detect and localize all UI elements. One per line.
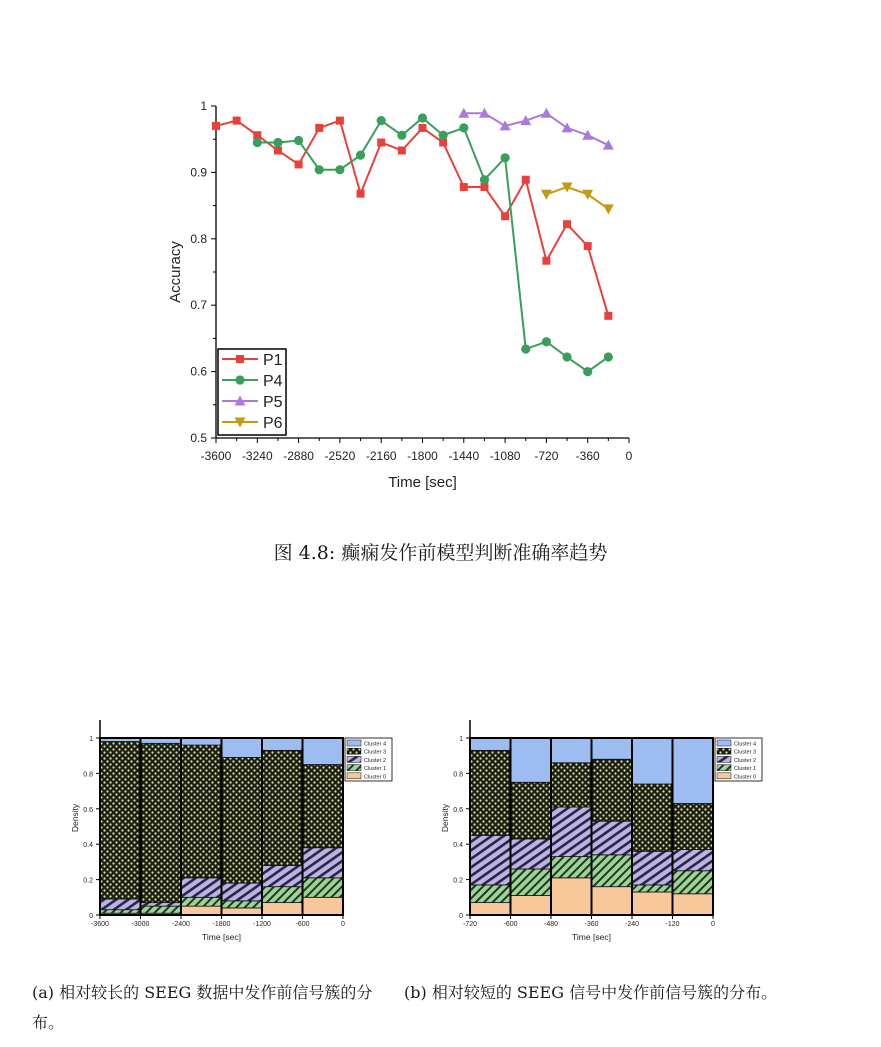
y-tick-label: 0.8 (190, 231, 207, 246)
y-tick-label: 0.5 (190, 431, 207, 445)
bar-segment-cluster-4 (222, 738, 263, 757)
data-point-p4 (521, 344, 530, 353)
legend-swatch (717, 748, 731, 754)
legend-marker-p1 (236, 355, 244, 363)
data-point-p5 (562, 122, 573, 132)
bar-segment-cluster-0 (551, 878, 592, 915)
y-axis-label: Density (440, 803, 450, 833)
bar-segment-cluster-4 (470, 738, 511, 750)
legend-marker-p4 (235, 375, 244, 384)
legend-swatch (347, 748, 361, 754)
series-line-p6 (546, 187, 608, 209)
data-point-p1 (522, 176, 530, 184)
legend-label-p1: P1 (263, 352, 283, 369)
x-tick-label: -720 (462, 921, 478, 928)
data-point-p1 (604, 312, 612, 320)
bar-stack (673, 738, 714, 915)
bar-segment-cluster-1 (303, 878, 344, 897)
x-tick-label: -2400 (172, 921, 190, 928)
subcaption-b: (b) 相对较短的 SEEG 信号中发作前信号簇的分布。 (404, 983, 778, 1002)
x-tick-label: -120 (665, 921, 680, 928)
bar-stack (303, 738, 344, 915)
data-point-p5 (603, 140, 614, 150)
data-point-p4 (377, 116, 386, 125)
x-tick-label: -3240 (241, 449, 273, 463)
series-line-p5 (464, 113, 609, 145)
y-tick-label: 0.2 (453, 877, 463, 885)
bar-segment-cluster-2 (551, 807, 592, 857)
data-point-p4 (335, 165, 344, 174)
y-tick-label: 1 (200, 99, 207, 113)
series-p5 (458, 108, 614, 150)
bar-segment-cluster-4 (551, 738, 592, 763)
y-tick-label: 0.6 (453, 806, 463, 814)
x-tick-label: -3000 (131, 921, 150, 928)
y-tick-label: 0.8 (83, 771, 93, 779)
x-tick-label: -3600 (200, 449, 232, 463)
x-tick-label: 0 (341, 921, 345, 928)
bar-segment-cluster-3 (511, 782, 552, 839)
bar-segment-cluster-2 (592, 821, 633, 855)
bar-stack (262, 738, 303, 915)
bar-segment-cluster-3 (222, 757, 263, 883)
data-point-p4 (583, 367, 592, 376)
bar-segment-cluster-0 (511, 896, 552, 915)
x-axis-label: Time [sec] (388, 474, 457, 491)
x-tick-label: -1800 (212, 921, 231, 928)
legend-label-p4: P4 (263, 373, 283, 390)
bar-segment-cluster-1 (592, 855, 633, 887)
data-point-p4 (418, 113, 427, 122)
legend-label: Cluster 4 (364, 741, 387, 748)
data-point-p1 (377, 139, 385, 147)
x-tick-label: -2880 (283, 449, 314, 463)
x-tick-label: -720 (534, 449, 559, 463)
legend-swatch (347, 740, 361, 746)
data-point-p4 (604, 352, 613, 361)
bar-segment-cluster-2 (511, 839, 552, 869)
data-point-p4 (542, 337, 551, 346)
x-tick-label: -2160 (365, 449, 397, 463)
figure-caption: 图 4.8: 癫痫发作前模型判断准确率趋势 (273, 542, 608, 564)
data-point-p1 (563, 220, 571, 228)
y-tick-label: 0.9 (190, 165, 207, 180)
legend-label: Cluster 3 (364, 749, 387, 756)
data-point-p6 (603, 204, 614, 214)
bar-segment-cluster-0 (592, 887, 633, 915)
data-point-p4 (459, 123, 468, 132)
x-axis-label: Time [sec] (202, 932, 241, 942)
bar-segment-cluster-1 (470, 885, 511, 903)
data-point-p4 (439, 131, 448, 140)
data-point-p1 (315, 124, 323, 132)
bar-segment-cluster-1 (222, 901, 263, 908)
y-tick-label: 0.8 (453, 771, 463, 779)
bar-segment-cluster-4 (262, 738, 303, 750)
data-point-p4 (356, 151, 365, 160)
data-point-p1 (233, 117, 241, 125)
data-point-p5 (541, 108, 552, 118)
legend-label-p5: P5 (263, 394, 283, 411)
data-point-p1 (398, 146, 406, 154)
bar-segment-cluster-2 (181, 878, 222, 897)
data-point-p4 (253, 138, 262, 147)
legend-label: Cluster 0 (364, 774, 387, 781)
bar-segment-cluster-1 (673, 871, 714, 894)
bar-segment-cluster-3 (551, 763, 592, 807)
legend-swatch (717, 773, 731, 779)
data-point-p4 (273, 138, 282, 147)
series-p1 (212, 117, 612, 320)
y-axis-label: Accuracy (167, 241, 184, 303)
legend-swatch (347, 765, 361, 771)
y-tick-label: 0.6 (83, 806, 93, 814)
bar-stack (592, 738, 633, 915)
data-point-p1 (357, 190, 365, 198)
bar-segment-cluster-0 (673, 894, 714, 915)
data-point-p1 (212, 122, 220, 130)
data-point-p1 (274, 146, 282, 154)
bar-segment-cluster-3 (470, 750, 511, 835)
bar-segment-cluster-3 (303, 765, 344, 848)
bar-segment-cluster-3 (100, 742, 141, 900)
bar-stack (470, 738, 511, 915)
x-tick-label: -600 (295, 921, 310, 928)
bar-segment-cluster-3 (632, 784, 673, 851)
x-tick-label: -3600 (91, 921, 109, 928)
x-tick-label: 0 (711, 921, 715, 928)
bar-stack (222, 738, 263, 915)
data-point-p1 (419, 124, 427, 132)
bar-segment-cluster-2 (262, 865, 303, 886)
data-point-p1 (584, 242, 592, 250)
data-point-p6 (541, 190, 552, 200)
accuracy-line-chart (0, 0, 881, 510)
bar-segment-cluster-2 (632, 851, 673, 885)
x-tick-label: -1440 (448, 449, 480, 463)
legend-label-p6: P6 (263, 415, 283, 432)
data-point-p4 (315, 165, 324, 174)
y-tick-label: 0.7 (190, 298, 207, 313)
legend-swatch (347, 756, 361, 762)
data-point-p4 (294, 136, 303, 145)
legend-swatch (347, 773, 361, 779)
x-tick-label: -1080 (489, 449, 521, 463)
data-point-p1 (460, 183, 468, 191)
data-point-p4 (562, 352, 571, 361)
legend-label: Cluster 3 (734, 749, 757, 756)
cluster-density-chart-long (40, 712, 440, 952)
x-tick-label: -1200 (253, 921, 271, 928)
bar-stack (141, 738, 182, 915)
bar-segment-cluster-3 (673, 803, 714, 849)
bar-segment-cluster-3 (141, 743, 182, 902)
bar-segment-cluster-2 (303, 848, 344, 878)
data-point-p1 (295, 160, 303, 168)
bar-segment-cluster-0 (222, 908, 263, 915)
y-tick-label: 0.6 (190, 364, 207, 379)
x-tick-label: -1800 (407, 449, 438, 463)
x-axis-label: Time [sec] (572, 932, 611, 942)
y-tick-label: 1 (89, 736, 93, 743)
bar-segment-cluster-1 (632, 885, 673, 892)
x-tick-label: -360 (584, 921, 599, 928)
bar-segment-cluster-1 (551, 857, 592, 878)
bar-segment-cluster-1 (511, 869, 552, 896)
y-tick-label: 0.2 (83, 877, 93, 885)
bar-segment-cluster-0 (181, 906, 222, 915)
bar-segment-cluster-2 (100, 899, 141, 910)
bar-segment-cluster-2 (673, 850, 714, 871)
bar-segment-cluster-3 (181, 745, 222, 878)
x-tick-label: -480 (543, 921, 559, 928)
bar-segment-cluster-1 (262, 887, 303, 903)
y-tick-label: 0.4 (83, 842, 93, 850)
legend (715, 738, 762, 781)
bar-segment-cluster-0 (303, 897, 344, 915)
x-tick-label: -2520 (324, 449, 356, 463)
bar-segment-cluster-4 (511, 738, 552, 782)
y-tick-label: 1 (459, 736, 463, 743)
x-tick-label: -600 (503, 921, 518, 928)
bar-stack (181, 738, 222, 915)
bar-segment-cluster-4 (303, 738, 344, 765)
legend (218, 349, 286, 435)
bar-stack (551, 738, 592, 915)
bar-segment-cluster-1 (141, 906, 182, 913)
legend-label: Cluster 1 (734, 766, 757, 773)
legend-label: Cluster 2 (734, 757, 757, 764)
bar-segment-cluster-0 (632, 892, 673, 915)
series-p6 (541, 183, 614, 215)
bar-segment-cluster-2 (470, 835, 511, 885)
bar-segment-cluster-2 (141, 903, 182, 907)
y-tick-label: 0 (89, 913, 93, 920)
legend-label: Cluster 4 (734, 741, 757, 748)
bar-segment-cluster-3 (592, 759, 633, 821)
y-axis-label: Density (70, 803, 80, 833)
y-tick-label: 0.4 (453, 842, 463, 850)
data-point-p1 (336, 117, 344, 125)
bar-segment-cluster-3 (262, 750, 303, 865)
bar-stack (632, 738, 673, 915)
legend-swatch (717, 740, 731, 746)
data-point-p1 (542, 257, 550, 265)
data-point-p1 (501, 212, 509, 220)
y-tick-label: 0 (459, 913, 463, 920)
legend (345, 738, 392, 781)
subcaption-a: (a) 相对较长的 SEEG 数据中发作前信号簇的分布。 (32, 983, 373, 1032)
bar-segment-cluster-1 (181, 897, 222, 906)
bar-segment-cluster-4 (632, 738, 673, 784)
bar-segment-cluster-1 (100, 910, 141, 914)
x-tick-label: -240 (624, 921, 640, 928)
bar-segment-cluster-2 (222, 883, 263, 901)
bar-stack (511, 738, 552, 915)
bar-segment-cluster-0 (470, 903, 511, 915)
bar-segment-cluster-4 (181, 738, 222, 745)
bar-segment-cluster-0 (262, 903, 303, 915)
data-point-p4 (397, 131, 406, 140)
legend-label: Cluster 0 (734, 774, 757, 781)
legend-label: Cluster 2 (364, 757, 387, 764)
data-point-p4 (501, 153, 510, 162)
bar-segment-cluster-4 (673, 738, 714, 803)
legend-swatch (717, 765, 731, 771)
bar-segment-cluster-4 (592, 738, 633, 759)
x-tick-label: 0 (625, 449, 633, 463)
bar-stack (100, 738, 141, 915)
data-point-p4 (480, 175, 489, 184)
series-p4 (253, 113, 613, 376)
x-tick-label: -360 (575, 449, 600, 463)
legend-swatch (717, 756, 731, 762)
legend-label: Cluster 1 (364, 766, 387, 773)
data-point-p6 (582, 190, 593, 200)
cluster-density-chart-short (410, 712, 810, 952)
